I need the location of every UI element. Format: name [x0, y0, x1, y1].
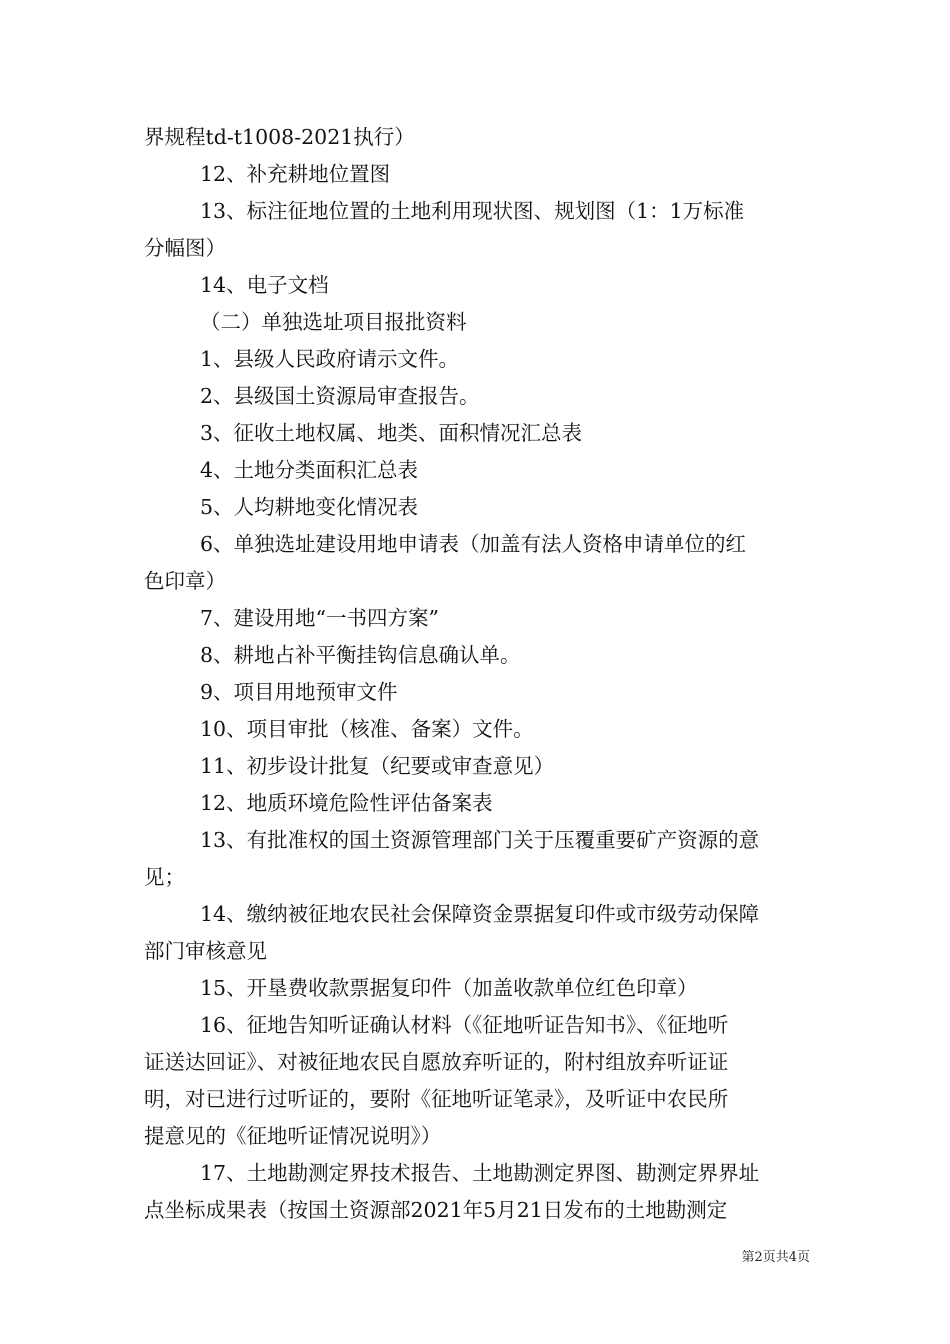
text-line: 11、初步设计批复（纪要或审查意见） [200, 754, 555, 778]
text-line: 10、项目审批（核准、备案）文件。 [200, 717, 534, 741]
text-line: 点坐标成果表（按国土资源部2021年5月21日发布的土地勘测定 [144, 1198, 728, 1222]
text-line: 证送达回证》、对被征地农民自愿放弃听证的，附村组放弃听证证 [144, 1050, 729, 1074]
text-line: 提意见的《征地听证情况说明》） [144, 1124, 442, 1148]
text-line: 1、县级人民政府请示文件。 [200, 347, 460, 371]
text-line: （二）单独选址项目报批资料 [200, 310, 467, 334]
text-line: 9、项目用地预审文件 [200, 680, 398, 704]
text-line: 12、补充耕地位置图 [200, 162, 391, 186]
text-line: 17、土地勘测定界技术报告、土地勘测定界图、勘测定界界址 [200, 1161, 760, 1185]
text-line: 12、地质环境危险性评估备案表 [200, 791, 493, 815]
text-line: 2、县级国土资源局审查报告。 [200, 384, 480, 408]
text-line: 见； [144, 865, 185, 889]
text-line: 7、建设用地“一书四方案” [200, 606, 440, 630]
document-body [144, 119, 810, 1229]
text-line: 13、标注征地位置的土地利用现状图、规划图（1：1万标准 [200, 199, 745, 223]
text-line: 4、土地分类面积汇总表 [200, 458, 419, 482]
text-line: 分幅图） [144, 236, 226, 260]
text-line: 界规程td-t1008-2021执行） [144, 125, 415, 149]
page-number: 第2页共4页 [741, 1250, 810, 1265]
text-line: 色印章） [144, 569, 226, 593]
text-line: 部门审核意见 [144, 939, 267, 963]
text-line: 15、开垦费收款票据复印件（加盖收款单位红色印章） [200, 976, 698, 1000]
text-line: 8、耕地占补平衡挂钩信息确认单。 [200, 643, 521, 667]
text-line: 3、征收土地权属、地类、面积情况汇总表 [200, 421, 583, 445]
text-line: 16、征地告知听证确认材料（《征地听证告知书》、《征地听 [200, 1013, 729, 1037]
text-line: 13、有批准权的国土资源管理部门关于压覆重要矿产资源的意 [200, 828, 760, 852]
text-line: 6、单独选址建设用地申请表（加盖有法人资格申请单位的红 [200, 532, 747, 556]
text-line: 14、缴纳被征地农民社会保障资金票据复印件或市级劳动保障 [200, 902, 760, 926]
text-line: 明，对已进行过听证的，要附《征地听证笔录》，及听证中农民所 [144, 1087, 729, 1111]
text-line: 5、人均耕地变化情况表 [200, 495, 419, 519]
text-line: 14、电子文档 [200, 273, 329, 297]
